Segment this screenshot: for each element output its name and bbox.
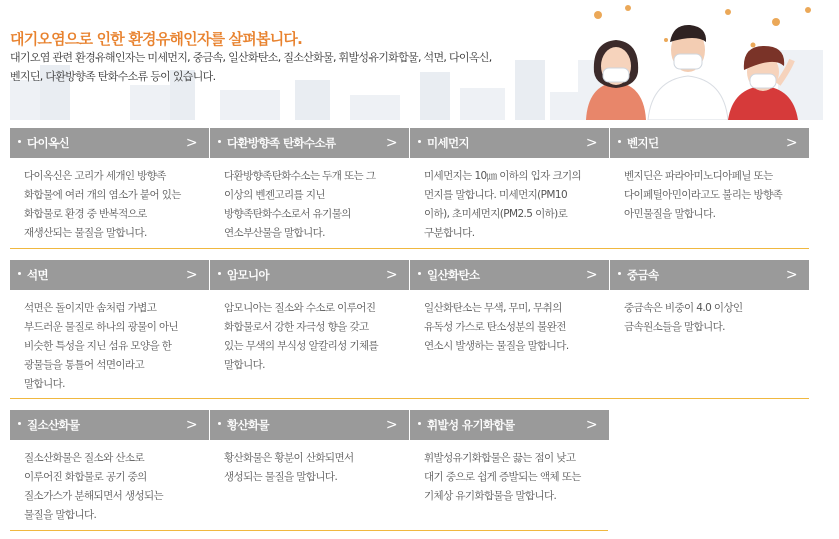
chevron-right-icon: > (185, 417, 197, 433)
chevron-right-icon: > (785, 267, 797, 283)
card-header-ammonia[interactable] (210, 260, 409, 290)
card-text-line: 연소부산물을 말합니다. (224, 227, 325, 239)
card-body (410, 440, 609, 506)
card-fine-dust (410, 128, 609, 243)
card-title: 중금속 (627, 268, 659, 282)
card-text-line: 석면은 돌이지만 솜처럼 가볍고 (24, 302, 157, 314)
card-text-line: 생성되는 물질을 말합니다. (224, 471, 338, 483)
card-text-line: 구분합니다. (424, 227, 475, 239)
card-text-line: 방향족탄화수소로서 유기물의 (224, 208, 351, 220)
card-header-asbestos[interactable] (10, 260, 209, 290)
row-divider (10, 530, 608, 531)
bullet-dot (618, 140, 621, 143)
card-title: 질소산화물 (27, 418, 80, 432)
card-text-line: 이하), 초미세먼지(PM2.5 이하)로 (424, 208, 568, 220)
card-text-line: 암모니아는 질소와 수소로 이루어진 (224, 302, 376, 314)
chevron-right-icon: > (385, 135, 397, 151)
card-header-nitrogen-oxides[interactable] (10, 410, 209, 440)
bullet-dot (18, 272, 21, 275)
bullet-dot (18, 422, 21, 425)
card-text-line: 비슷한 특성을 지닌 섬유 모양을 한 (24, 340, 172, 352)
card-text-line: 화합물에 여러 개의 염소가 붙어 있는 (24, 189, 181, 201)
card-carbon-monoxide (410, 260, 609, 356)
card-text-line: 벤지딘은 파라아미노디아페닐 또는 (624, 170, 773, 182)
card-title: 미세먼지 (427, 136, 470, 150)
card-text-line: 일산화탄소는 무색, 무미, 무취의 (424, 302, 562, 314)
card-text-line: 부드러운 물질로 하나의 광물이 아닌 (24, 321, 179, 333)
card-sulfur-oxides (210, 410, 409, 487)
card-body (610, 158, 809, 224)
card-header-sulfur-oxides[interactable] (210, 410, 409, 440)
card-text-line: 다이페틸아민이라고도 불리는 방향족 (624, 189, 783, 201)
card-text-line: 아민물질을 말합니다. (624, 208, 716, 220)
bullet-dot (218, 272, 221, 275)
card-header-carbon-monoxide[interactable] (410, 260, 609, 290)
card-asbestos (10, 260, 209, 394)
card-text-line: 물질을 말합니다. (24, 509, 97, 521)
card-text-line: 화합물로 환경 중 반복적으로 (24, 208, 147, 220)
card-text-line: 다이옥신은 고리가 세개인 방향족 (24, 170, 166, 182)
card-body (610, 290, 809, 337)
card-header-dioxin[interactable] (10, 128, 209, 158)
chevron-right-icon: > (385, 267, 397, 283)
card-body (10, 440, 209, 525)
bullet-dot (418, 140, 421, 143)
card-text-line: 화합물로서 강한 자극성 향을 갖고 (224, 321, 369, 333)
bullet-dot (618, 272, 621, 275)
page-title: 대기오염으로 인한 환경유해인자를 살펴봅니다. (10, 30, 302, 48)
card-header-heavy-metals[interactable] (610, 260, 809, 290)
card-text-line: 있는 무색의 부식성 알칼리성 기체를 (224, 340, 379, 352)
card-text-line: 휘발성유기화합물은 끓는 점이 낮고 (424, 452, 576, 464)
card-heavy-metals (610, 260, 809, 337)
card-header-benzidine[interactable] (610, 128, 809, 158)
card-text-line: 이루어진 화합물로 공기 중의 (24, 471, 147, 483)
card-header-pah[interactable] (210, 128, 409, 158)
chevron-right-icon: > (785, 135, 797, 151)
card-title: 다이옥신 (27, 136, 70, 150)
card-text-line: 말합니다. (224, 359, 265, 371)
card-text-line: 대기 중으로 쉽게 증발되는 액체 또는 (424, 471, 581, 483)
description-line: 벤지딘, 다환방향족 탄화수소류 등이 있습니다. (10, 70, 216, 83)
card-header-voc[interactable] (410, 410, 609, 440)
card-title: 황산화물 (227, 418, 270, 432)
chevron-right-icon: > (385, 417, 397, 433)
card-title: 다환방향족 탄화수소류 (227, 136, 336, 150)
card-body (10, 158, 209, 243)
card-text-line: 중금속은 비중이 4.0 이상인 (624, 302, 743, 314)
chevron-right-icon: > (185, 135, 197, 151)
card-text-line: 이상의 벤젠고리를 지닌 (224, 189, 325, 201)
chevron-right-icon: > (585, 417, 597, 433)
card-body (210, 290, 409, 375)
card-text-line: 금속원소들을 말합니다. (624, 321, 725, 333)
bullet-dot (418, 422, 421, 425)
page-description (10, 48, 570, 86)
card-dioxin (10, 128, 209, 243)
card-text-line: 기체상 유기화합물을 말합니다. (424, 490, 557, 502)
bullet-dot (218, 422, 221, 425)
bullet-dot (18, 140, 21, 143)
card-body (210, 440, 409, 487)
card-text-line: 연소시 발생하는 물질을 말합니다. (424, 340, 569, 352)
card-text-line: 유독성 가스로 탄소성분의 불완전 (424, 321, 566, 333)
chevron-right-icon: > (185, 267, 197, 283)
card-text-line: 질소산화물은 질소와 산소로 (24, 452, 144, 464)
card-title: 암모니아 (227, 268, 270, 282)
chevron-right-icon: > (585, 267, 597, 283)
card-text-line: 말합니다. (24, 378, 65, 390)
hero-banner (0, 0, 839, 120)
card-title: 석면 (27, 268, 49, 282)
card-text-line: 재생산되는 물질을 말합니다. (24, 227, 147, 239)
card-body (210, 158, 409, 243)
description-line: 대기오염 관련 환경유해인자는 미세먼지, 중금속, 일산화탄소, 질소산화물, 휘발성유기화합물, 석면, 다이옥신, (10, 51, 492, 64)
row-divider (10, 398, 809, 399)
card-body (10, 290, 209, 394)
card-nitrogen-oxides (10, 410, 209, 525)
card-title: 일산화탄소 (427, 268, 480, 282)
card-title: 벤지딘 (627, 136, 659, 150)
card-text-line: 황산화물은 황분이 산화되면서 (224, 452, 354, 464)
card-header-fine-dust[interactable] (410, 128, 609, 158)
card-text-line: 미세먼지는 10㎛ 이하의 입자 크기의 (424, 170, 582, 182)
card-body (410, 158, 609, 243)
row-divider (10, 248, 809, 249)
card-benzidine (610, 128, 809, 224)
card-text-line: 다환방향족탄화수소는 두개 또는 그 (224, 170, 376, 182)
card-text-line: 먼지를 말합니다. 미세먼지(PM10 (424, 189, 568, 201)
bullet-dot (418, 272, 421, 275)
card-text-line: 질소가스가 분해되면서 생성되는 (24, 490, 164, 502)
card-body (410, 290, 609, 356)
card-title: 휘발성 유기화합물 (427, 418, 515, 432)
bullet-dot (218, 140, 221, 143)
card-pah (210, 128, 409, 243)
people-with-masks-illustration (578, 0, 838, 120)
card-ammonia (210, 260, 409, 375)
card-voc (410, 410, 609, 506)
chevron-right-icon: > (585, 135, 597, 151)
card-text-line: 광물들을 통틀어 석면이라고 (24, 359, 144, 371)
